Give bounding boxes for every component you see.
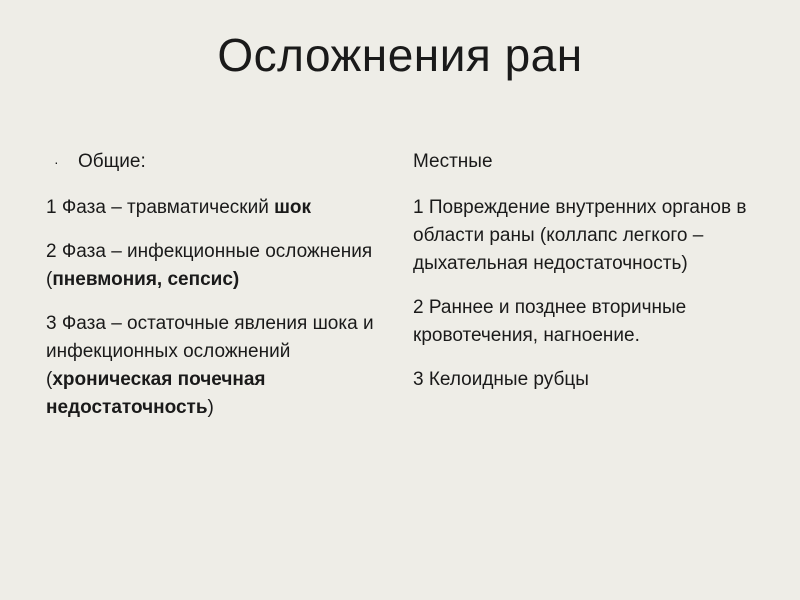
item-number: 3 xyxy=(46,313,57,334)
item-number: 2 xyxy=(46,241,57,262)
local-complications-column xyxy=(413,148,753,410)
item-tail: ) xyxy=(207,397,214,418)
item-text: Повреждение внутренних органов в области раны (коллапс легкого – дыхательная недостаточность) xyxy=(413,197,747,274)
local-item-2 xyxy=(413,294,753,350)
item-number: 3 xyxy=(413,369,424,390)
item-text: Фаза – остаточные явления шока и инфекционных осложнений ( xyxy=(46,313,374,390)
item-number: 1 xyxy=(413,197,424,218)
slide-title: Осложнения ран xyxy=(217,29,583,81)
item-bold-text: шок xyxy=(274,197,312,218)
general-heading-text: Общие: xyxy=(78,151,146,172)
general-item-1 xyxy=(46,194,386,222)
item-text: Фаза – инфекционные осложнения ( xyxy=(46,241,373,290)
item-text: Раннее и позднее вторичные кровотечения, нагноение. xyxy=(413,297,687,346)
item-text: Келоидные рубцы xyxy=(423,369,589,390)
local-heading: Местные xyxy=(413,151,493,172)
item-text: Фаза – травматический xyxy=(56,197,275,218)
general-heading xyxy=(46,148,386,176)
bullet-icon: · xyxy=(54,154,59,170)
item-number: 1 xyxy=(46,197,57,218)
item-number: 2 xyxy=(413,297,424,318)
local-item-1 xyxy=(413,194,753,278)
item-bold-text: пневмония, сепсис) xyxy=(52,269,240,290)
general-item-2 xyxy=(46,238,386,294)
item-bold-text: хроническая почечная недостаточность xyxy=(46,369,266,418)
general-item-3 xyxy=(46,310,386,422)
general-complications-column xyxy=(46,148,386,438)
local-item-3 xyxy=(413,366,753,394)
